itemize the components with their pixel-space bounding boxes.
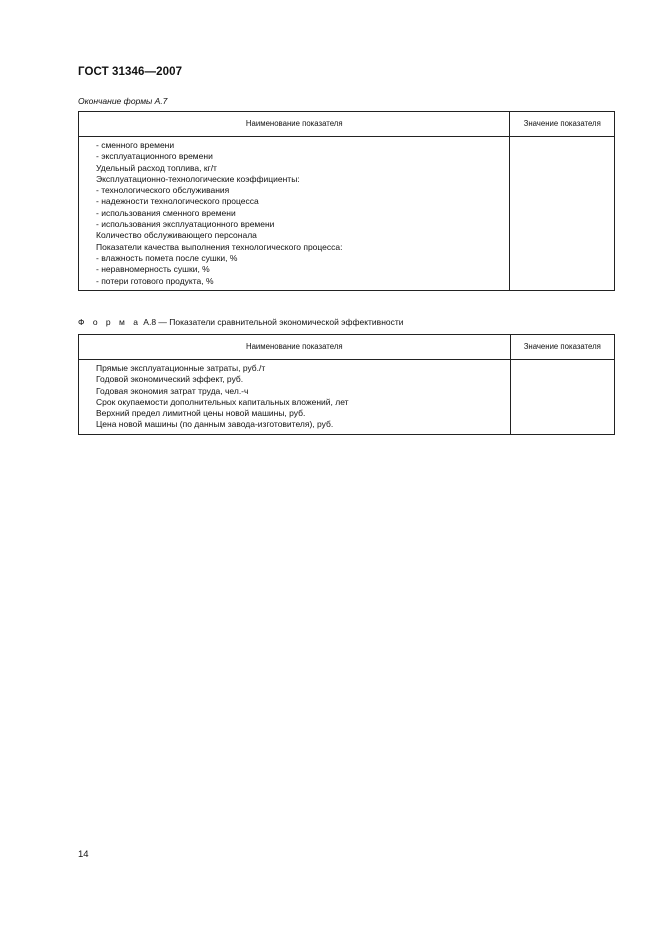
table-row: - сменного времени bbox=[96, 140, 175, 150]
table-row: Цена новой машины (по данным завода-изготовителя), руб. bbox=[96, 419, 334, 430]
table1-names-cell bbox=[79, 137, 510, 291]
table-row: - влажность помета после сушки, % bbox=[96, 252, 238, 263]
table1-value-cell bbox=[510, 137, 615, 291]
table-row: Показатели качества выполнения технологического процесса: bbox=[96, 241, 343, 252]
table2-header-name: Наименование показателя bbox=[79, 335, 511, 360]
table-row: Срок окупаемости дополнительных капитальных вложений, лет bbox=[96, 396, 349, 407]
table-row: - технологического обслуживания bbox=[96, 185, 230, 196]
table-row: Удельный расход топлива, кг/т bbox=[96, 162, 217, 173]
table2-body-row bbox=[79, 360, 615, 435]
table2-header-value: Значение показателя bbox=[510, 335, 614, 360]
table-row: - потери готового продукта, % bbox=[96, 275, 214, 286]
table2-caption-text: А.8 — Показатели сравнительной экономической эффективности bbox=[140, 317, 404, 327]
table1-header-name: Наименование показателя bbox=[79, 112, 510, 137]
table1-body-row bbox=[79, 137, 615, 291]
document-header: ГОСТ 31346—2007 bbox=[78, 66, 183, 78]
table-row: Годовой экономический эффект, руб. bbox=[96, 374, 244, 385]
table-row: Эксплуатационно-технологические коэффициенты: bbox=[96, 173, 300, 184]
table-row: - использования эксплуатационного времени bbox=[96, 219, 275, 230]
table2-header-row bbox=[79, 335, 615, 360]
table2-value-cell bbox=[510, 360, 614, 435]
table-row: Прямые эксплуатационные затраты, руб./т bbox=[96, 363, 266, 373]
table1-header-value: Значение показателя bbox=[510, 112, 615, 137]
table-row: - надежности технологического процесса bbox=[96, 196, 259, 207]
table-form-a7 bbox=[78, 111, 615, 291]
table-row: Годовая экономия затрат труда, чел.-ч bbox=[96, 385, 249, 396]
table-form-a8 bbox=[78, 334, 615, 435]
table-row: - использования сменного времени bbox=[96, 207, 236, 218]
table-row: - эксплуатационного времени bbox=[96, 151, 213, 162]
table-row: Верхний предел лимитной цены новой машины, руб. bbox=[96, 408, 306, 419]
page-number: 14 bbox=[78, 849, 89, 860]
table-row: Количество обслуживающего персонала bbox=[96, 230, 257, 241]
table2-caption bbox=[78, 317, 404, 327]
table2-caption-prefix: Ф о р м а bbox=[78, 317, 141, 327]
table-row: - неравномерность сушки, % bbox=[96, 264, 210, 275]
table2-names-cell bbox=[79, 360, 511, 435]
table1-caption: Окончание формы А.7 bbox=[78, 96, 168, 106]
table1-header-row bbox=[79, 112, 615, 137]
